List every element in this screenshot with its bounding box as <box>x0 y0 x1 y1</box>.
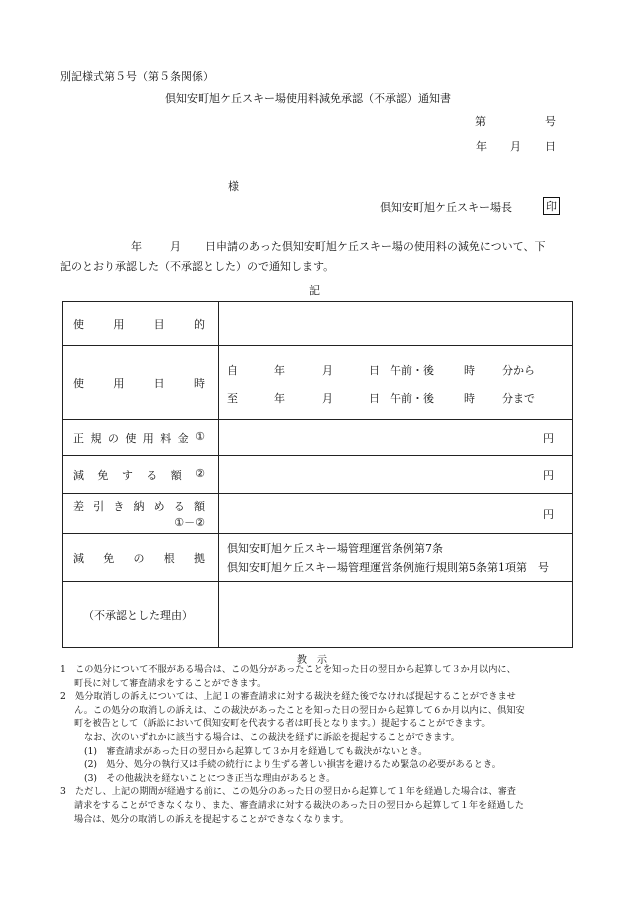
regular-fee-label: 正 規 の 使 用 料 金 ① <box>73 429 205 445</box>
note-2e: (1) 審査請求があった日の翌日から起算して３か月を経過しても裁決がないとき。 <box>84 745 428 757</box>
note-2f: (2) 処分、処分の執行又は手続の続行により生ずる著しい損害を避けるため緊急の必要があるとき。 <box>84 759 501 771</box>
basis-value-cell <box>219 534 573 582</box>
regular-fee-value-cell[interactable] <box>219 420 573 456</box>
basis-line1: 倶知安町旭ケ丘スキー場管理運営条例第7条 <box>227 541 443 555</box>
note-2g: (3) その他裁決を経ないことにつき正当な理由があるとき。 <box>84 772 336 784</box>
body-year: 年 <box>131 240 142 253</box>
number-prefix: 第 <box>475 115 486 128</box>
note-2b: ん。この処分の取消しの訴えは、この裁決があったことを知った日の翌日から起算して６か月以内に、倶知安 <box>74 704 525 716</box>
date-day: 日 <box>545 140 556 153</box>
notes-block <box>60 663 578 826</box>
from-minute: 分から <box>502 364 535 377</box>
to-day: 日 <box>369 392 380 405</box>
note-3a: 3 ただし、上記の期間が経過する前に、この処分のあった日の翌日から起算して１年を経過した場合は、審査 <box>60 786 516 798</box>
reduction-mark: ② <box>195 466 205 480</box>
form-label: 別記様式第５号（第５条関係） <box>60 70 214 83</box>
ki-label: 記 <box>309 284 320 297</box>
body-line2: 記のとおり承認した（不承認とした）ので通知します。 <box>60 260 335 273</box>
note-3c: 場合は、処分の取消しの訴えを提起することができなくなります。 <box>74 813 349 825</box>
reason-value-cell[interactable] <box>219 582 573 648</box>
to-year: 年 <box>274 392 285 405</box>
datetime-label: 使 用 日 時 <box>73 376 205 390</box>
from-day: 日 <box>369 364 380 377</box>
seal-mark: 印 <box>543 197 560 215</box>
from-label: 自 <box>227 364 238 377</box>
note-2d: なお、次のいずれかに該当する場合は、この裁決を経ずに訴訟を提起することができます。 <box>84 731 460 743</box>
reduction-yen: 円 <box>543 468 554 482</box>
row-purpose <box>63 302 573 346</box>
form-table <box>62 301 573 648</box>
row-reason <box>63 582 573 648</box>
net-amount-label: 差 引 き 納 め る 額 <box>73 499 205 513</box>
note-3b: 請求をすることができなくなり、また、審査請求に対する裁決のあった日の翌日から起算して１年を経過した <box>74 799 525 811</box>
to-month: 月 <box>322 392 333 405</box>
datetime-value-cell[interactable] <box>219 346 573 420</box>
basis-line2: 倶知安町旭ケ丘スキー場管理運営条例施行規則第5条第1項第 号 <box>227 560 549 574</box>
from-ampm: 午前・後 <box>390 364 434 377</box>
body-line1: 日申請のあった倶知安町旭ケ丘スキー場の使用料の減免について、下 <box>205 240 546 253</box>
from-hour: 時 <box>464 364 475 377</box>
to-minute: 分まで <box>502 392 535 405</box>
row-basis <box>63 534 573 582</box>
purpose-label: 使 用 目 的 <box>73 317 205 331</box>
note-2a: 2 処分取消しの訴えについては、上記１の審査請求に対する裁決を経た後でなければ提起することができませ <box>60 691 516 703</box>
date-year: 年 <box>476 140 487 153</box>
reduction-value-cell[interactable] <box>219 456 573 494</box>
to-ampm: 午前・後 <box>390 392 434 405</box>
to-label: 至 <box>227 392 238 405</box>
regular-fee-yen: 円 <box>543 431 554 445</box>
net-formula: ①－② <box>174 515 205 529</box>
from-month: 月 <box>322 364 333 377</box>
row-net-amount <box>63 494 573 534</box>
row-reduction <box>63 456 573 494</box>
number-suffix: 号 <box>545 115 556 128</box>
note-1a: 1 この処分について不服がある場合は、この処分があったことを知った日の翌日から起算して３か月以内に、 <box>60 664 516 675</box>
row-regular-fee <box>63 420 573 456</box>
body-month: 月 <box>170 240 181 253</box>
net-amount-value-cell[interactable] <box>219 494 573 534</box>
to-hour: 時 <box>464 392 475 405</box>
purpose-value-cell[interactable] <box>219 302 573 346</box>
from-year: 年 <box>274 364 285 377</box>
notes-heading: 教 示 <box>297 655 327 666</box>
net-amount-yen: 円 <box>543 507 554 521</box>
issuer-name: 倶知安町旭ケ丘スキー場長 <box>380 201 512 214</box>
regular-fee-mark: ① <box>195 429 205 443</box>
reason-label: （不承認とした理由） <box>83 608 193 622</box>
note-1b: 町長に対して審査請求をすることができます。 <box>74 677 267 689</box>
basis-label: 減 免 の 根 拠 <box>73 551 205 565</box>
note-2c: 町を被告として（訴訟において倶知安町を代表する者は町長となります。）提起することができます。 <box>74 718 491 730</box>
reduction-label: 減 免 す る 額 ② <box>73 466 205 482</box>
addressee-suffix: 様 <box>228 180 239 193</box>
date-month: 月 <box>510 140 521 153</box>
row-datetime <box>63 346 573 420</box>
document-title: 倶知安町旭ケ丘スキー場使用料減免承認（不承認）通知書 <box>165 92 451 105</box>
